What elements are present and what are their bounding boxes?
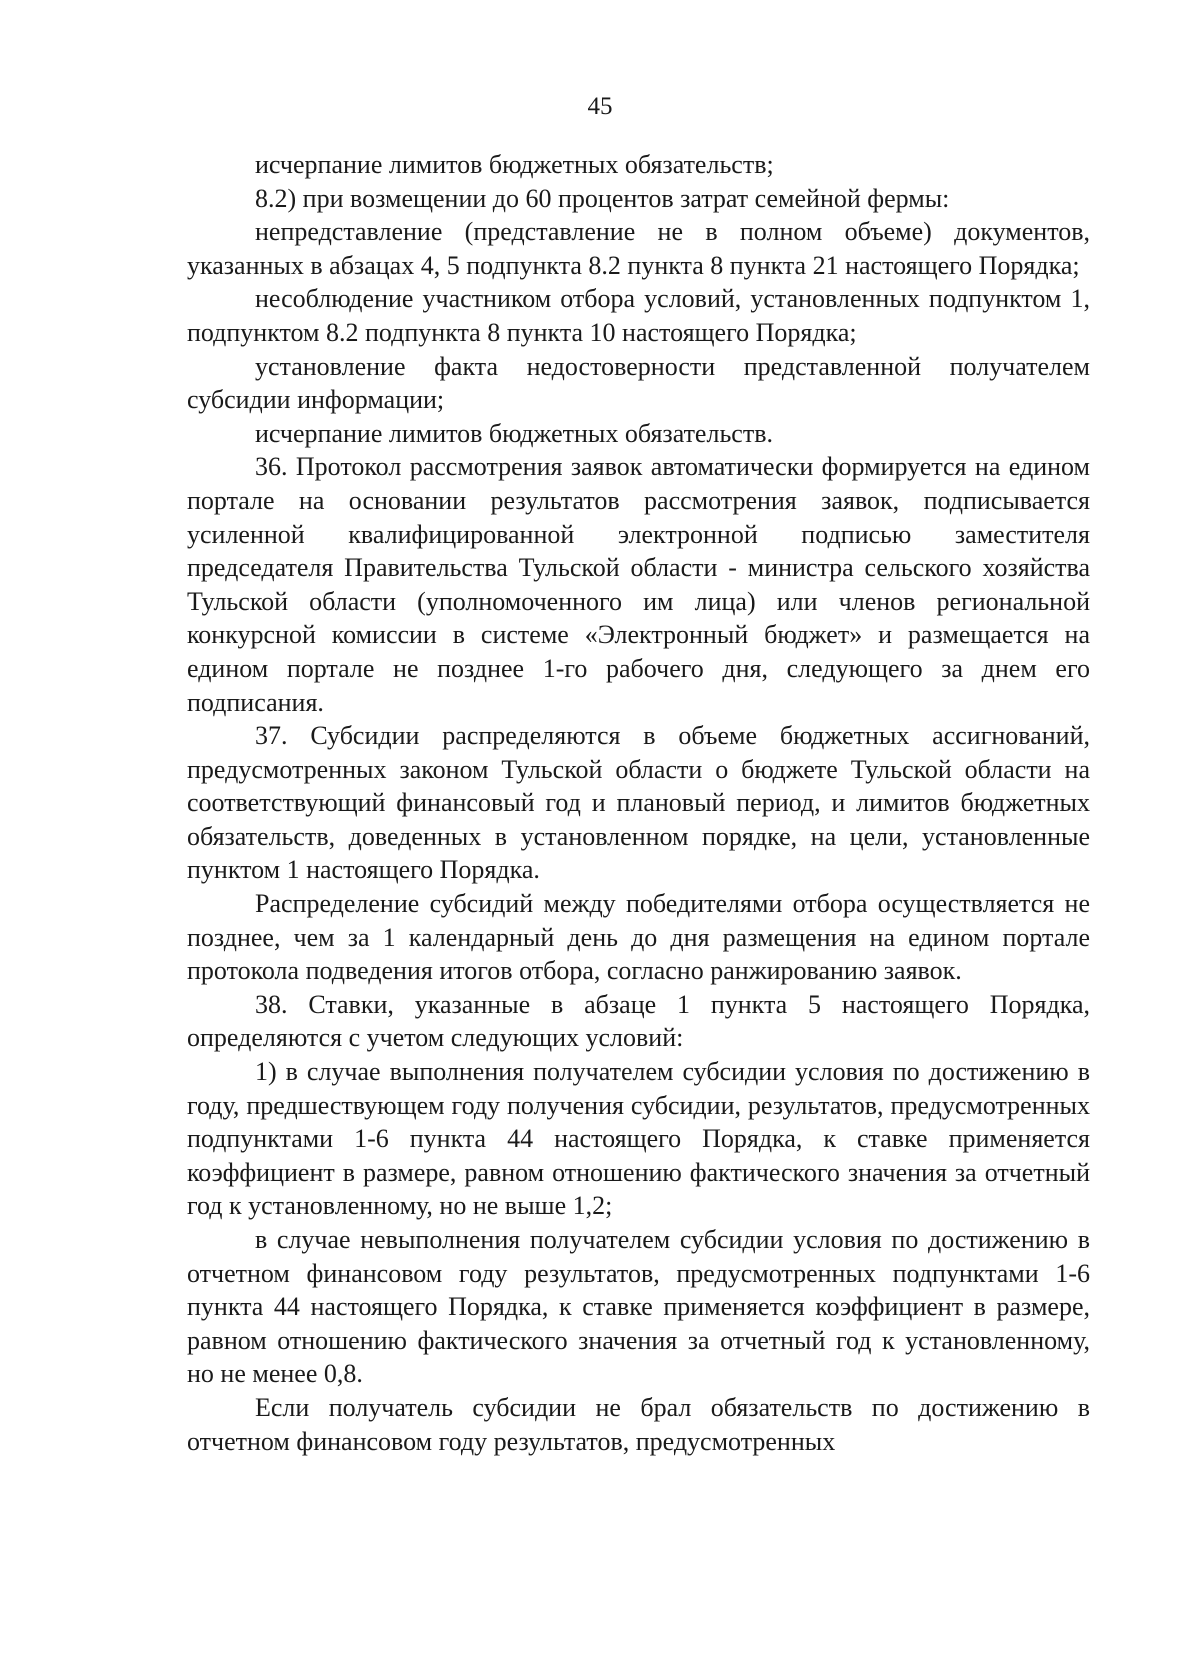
paragraph: исчерпание лимитов бюджетных обязательств; <box>255 150 774 179</box>
paragraph: Если получатель субсидии не брал обязательств по достижению в отчетном финансовом году результатов, предусмотренных <box>187 1392 1090 1456</box>
paragraph: 38. Ставки, указанные в абзаце 1 пункта 5 настоящего Порядка, определяются с учетом следующих условий: <box>187 989 1090 1053</box>
paragraph: непредставление (представление не в полном объеме) документов, указанных в абзацах 4, 5 подпункта 8.2 пункта 8 пункта 21 настоящего Порядка; <box>187 217 1090 280</box>
paragraph: Распределение субсидий между победителями отбора осуществляется не позднее, чем за 1 календарный день до дня размещения на едином портале протокола подведения итогов отбора, согласно ранжированию заявок. <box>187 889 1090 986</box>
paragraph: 1) в случае выполнения получателем субсидии условия по достижению в году, предшествующем году получения субсидии, результатов, предусмотренных подпунктами 1-6 пункта 44 настоящего Порядка, к ставке применяется коэффициент в размере, равном отношению фактического значения за отчетный год к установленному, но не выше 1,2; <box>187 1057 1090 1221</box>
paragraph: 8.2) при возмещении до 60 процентов затрат семейной фермы: <box>255 183 950 213</box>
paragraph: исчерпание лимитов бюджетных обязательств. <box>255 418 773 448</box>
paragraph: несоблюдение участником отбора условий, установленных подпунктом 1, подпунктом 8.2 подпункта 8 пункта 10 настоящего Порядка; <box>187 284 1090 347</box>
paragraph: 36. Протокол рассмотрения заявок автоматически формируется на едином портале на основании результатов рассмотрения заявок, подписывается усиленной квалифицированной электронной подписью заместителя председателя Правительства Тульской области - министра сельского хозяйства Тульской области (уполномоченного им лица) или членов региональной конкурсной комиссии в системе «Электронный бюджет» и размещается на едином портале не позднее 1-го рабочего дня, следующего за днем его подписания. <box>187 452 1090 717</box>
paragraph: установление факта недостоверности представленной получателем субсидии информации; <box>187 351 1090 415</box>
paragraph: 37. Субсидии распределяются в объеме бюджетных ассигнований, предусмотренных законом Тульской области о бюджете Тульской области на соответствующий финансовый год и плановый период, и лимитов бюджетных обязательств, доведенных в установленном порядке, на цели, установленные пунктом 1 настоящего Порядка. <box>187 721 1090 885</box>
paragraph: в случае невыполнения получателем субсидии условия по достижению в отчетном финансовом году результатов, предусмотренных подпунктами 1-6 пункта 44 настоящего Порядка, к ставке применяется коэффициент в размере, равном отношению фактического значения за отчетный год к установленному, но не менее 0,8. <box>187 1225 1090 1389</box>
document-body <box>187 148 1090 1458</box>
page-number: 45 <box>587 93 613 120</box>
